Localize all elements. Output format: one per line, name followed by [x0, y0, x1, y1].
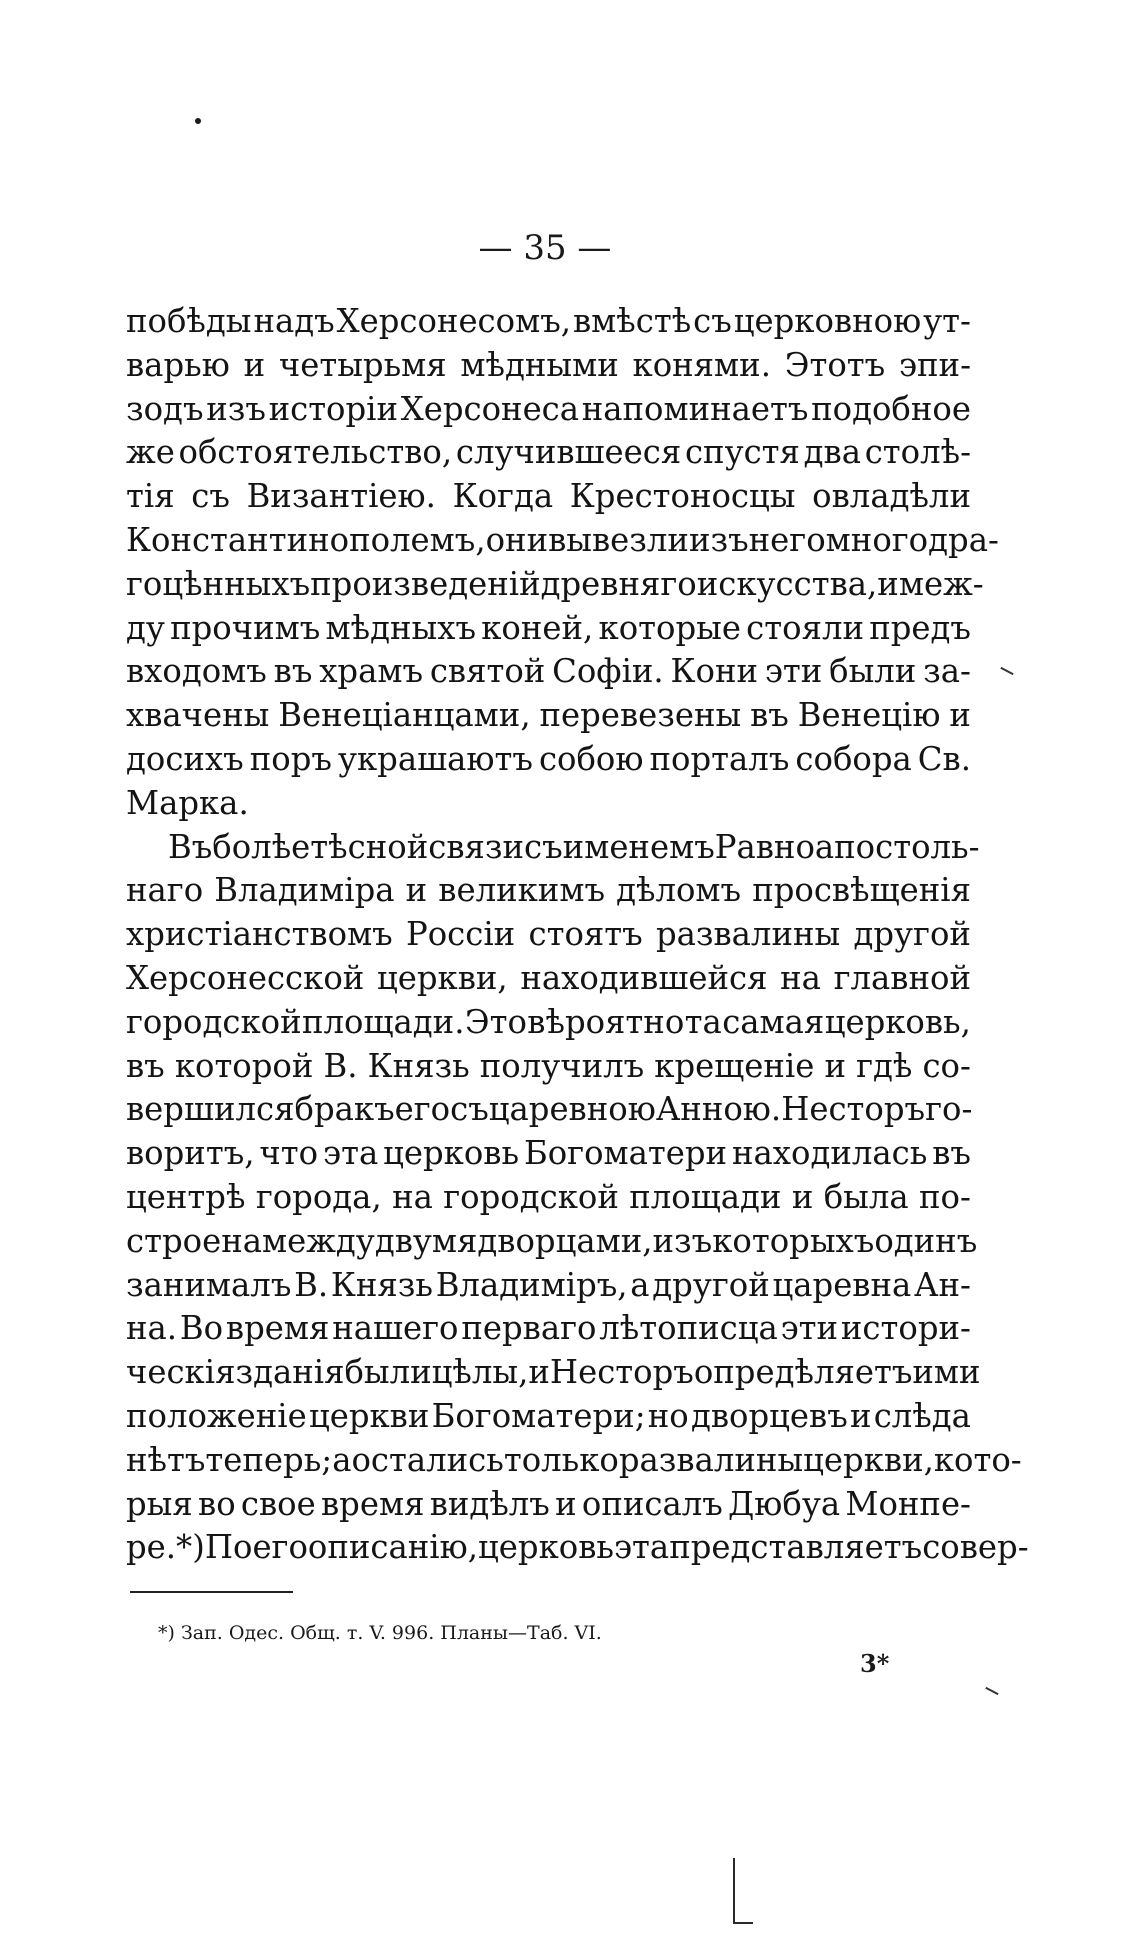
word: его [252, 1528, 308, 1567]
word: стояли [746, 608, 864, 647]
word: положеніе [126, 1396, 307, 1435]
word: воритъ, [126, 1134, 255, 1173]
word: вѣроятно [527, 1002, 685, 1041]
word: съ [693, 302, 732, 340]
word: изъ [652, 1221, 713, 1260]
text-line [126, 519, 999, 563]
page-number: — 35 — [478, 228, 612, 268]
word: нѣтъ [126, 1440, 206, 1479]
word: во [198, 1484, 236, 1523]
word: Херсонеса [400, 389, 580, 428]
word: крещеніе [654, 1046, 815, 1085]
word: эта [613, 1528, 670, 1567]
word: Венеціанцами, [278, 696, 531, 735]
word: Владиміръ, [435, 1265, 628, 1304]
word: но [647, 1396, 689, 1435]
word: Когда [452, 477, 554, 516]
scan-speck [195, 118, 201, 124]
word: перевезены [539, 696, 742, 735]
text-line: Марка. [126, 783, 249, 822]
word: эта [323, 1134, 379, 1173]
word: по- [919, 1177, 971, 1216]
word: исторіи [268, 389, 399, 428]
word: а [630, 1265, 650, 1304]
word: между [261, 1221, 375, 1260]
word: Несторъ [549, 1353, 694, 1392]
word: бракъ [294, 1090, 395, 1129]
word: рыя [126, 1484, 193, 1523]
word: тѣсной [310, 827, 429, 866]
word: Херсонесомъ, [336, 302, 572, 340]
word: и [243, 345, 266, 384]
word: же [126, 433, 175, 472]
word: Кони [670, 652, 759, 691]
word: находившейся [520, 958, 768, 997]
gutter-line [733, 1858, 735, 1924]
word: го- [925, 1090, 973, 1129]
word: ут- [923, 302, 971, 340]
word: представляетъ [669, 1528, 923, 1567]
word: Византіею. [246, 477, 436, 516]
text-line [126, 1439, 1022, 1483]
word: досихъ [126, 739, 244, 778]
word: его [394, 1090, 451, 1129]
margin-mark [1000, 667, 1013, 675]
word: и [555, 1484, 577, 1523]
word: произведеній [310, 564, 541, 603]
word: площади [629, 1177, 782, 1216]
word: стоятъ [528, 915, 643, 954]
word: и [528, 1353, 550, 1392]
word: города, [255, 1177, 382, 1216]
text-line [126, 1176, 971, 1220]
text-line [126, 1395, 971, 1439]
word: остались [351, 1440, 504, 1479]
text-line [126, 431, 971, 475]
word: него [748, 520, 826, 559]
word: царевною [488, 1090, 656, 1129]
word: Владиміра [214, 871, 395, 910]
word: В. [294, 1265, 329, 1304]
text-line [126, 869, 971, 913]
word: Этотъ [784, 345, 886, 384]
text-line [126, 1132, 971, 1176]
word: церковь, [824, 1002, 971, 1041]
text-line [126, 1526, 1029, 1570]
word: площади. [302, 1002, 465, 1041]
footnote-divider [130, 1591, 293, 1593]
word: собою [538, 739, 644, 778]
text-line [126, 694, 971, 738]
gutter-tick [735, 1922, 753, 1924]
word: дра- [928, 520, 999, 559]
word: и [791, 1177, 814, 1216]
word: которой [174, 1046, 314, 1085]
word: городской [443, 1177, 619, 1216]
word: эти [780, 1309, 839, 1348]
word: случившееся [455, 433, 682, 472]
word: эпи- [898, 345, 971, 384]
word: совер- [922, 1528, 1029, 1567]
word: напоминаетъ [581, 389, 809, 428]
word: съ [524, 827, 563, 866]
word: за- [923, 652, 971, 691]
body-text [126, 300, 1029, 1570]
word: слѣда [873, 1396, 971, 1435]
word: В. [323, 1046, 358, 1085]
footnote: *) Зап. Одес. Общ. т. V. 996. Планы—Таб. VI. [158, 1622, 602, 1644]
word: Анною. [655, 1090, 782, 1129]
word: ре.*) [126, 1528, 205, 1567]
word: предъ [869, 608, 971, 647]
word: тія [126, 477, 175, 516]
text-line [126, 1307, 971, 1351]
word: именемъ [562, 827, 715, 866]
word: время [225, 1309, 330, 1348]
word: церкви [308, 1396, 430, 1435]
word: Князь [330, 1265, 433, 1304]
word: прочимъ [170, 608, 321, 647]
word: хвачены [126, 696, 270, 735]
signature-mark: 3* [860, 1649, 890, 1678]
word: занималъ [126, 1265, 292, 1304]
word: цѣлы, [431, 1353, 529, 1392]
word: четырьмя [278, 345, 447, 384]
word: дѣломъ [616, 871, 742, 910]
word: строена [126, 1221, 262, 1260]
word: поръ [249, 739, 332, 778]
word: меж- [898, 564, 984, 603]
word: видѣлъ [429, 1484, 550, 1523]
word: надъ [253, 302, 335, 340]
word: свое [240, 1484, 316, 1523]
word: побѣды [126, 302, 252, 340]
text-line [126, 957, 971, 1001]
word: только [503, 1440, 619, 1479]
word: въ [273, 652, 313, 691]
word: зданія [235, 1353, 345, 1392]
word: Князь [367, 1046, 470, 1085]
word: дворцевъ [690, 1396, 848, 1435]
word: ими [912, 1353, 981, 1392]
word: столѣ- [864, 433, 971, 472]
word: съ [450, 1090, 489, 1129]
word: на. [126, 1309, 178, 1348]
word: собора [795, 739, 912, 778]
word: нашего [332, 1309, 459, 1348]
word: другой [652, 1265, 770, 1304]
word: Константинополемъ, [126, 520, 486, 559]
word: городской [126, 1002, 302, 1041]
word: мѣдными [460, 345, 619, 384]
word: Св. [917, 739, 971, 778]
word: они [485, 520, 549, 559]
word: Софіи. [552, 652, 664, 691]
text-line [126, 650, 971, 694]
word: Венецію [797, 696, 941, 735]
word: и [405, 871, 428, 910]
word: варью [126, 345, 230, 384]
word: изъ [206, 389, 266, 428]
word: находилась [732, 1134, 928, 1173]
word: зодъ [126, 389, 204, 428]
word: церкви, [376, 958, 508, 997]
word: въ [126, 1046, 165, 1085]
text-line [126, 344, 971, 388]
word: главной [833, 958, 971, 997]
word: гдѣ [856, 1046, 913, 1085]
word: двумя [374, 1221, 478, 1260]
word: опредѣляетъ [693, 1353, 913, 1392]
word: та [684, 1002, 722, 1041]
word: обстоятельство, [178, 433, 453, 472]
word: подобное [811, 389, 971, 428]
word: церковною [733, 302, 922, 340]
word: Во [179, 1309, 224, 1348]
word: развалины [655, 915, 841, 954]
text-line [126, 563, 984, 607]
word: вмѣстѣ [572, 302, 692, 340]
text-line [126, 913, 971, 957]
word: просвѣщенія [752, 871, 971, 910]
word: самая [722, 1002, 825, 1041]
text-line [126, 738, 971, 782]
word: и [949, 696, 971, 735]
word: на [780, 958, 821, 997]
word: и [849, 1396, 872, 1435]
word: церковь [478, 1528, 614, 1567]
word: искусства, [696, 564, 878, 603]
word: эти [764, 652, 823, 691]
word: въ [932, 1134, 971, 1173]
word: описалъ [581, 1484, 723, 1523]
word: другой [853, 915, 971, 954]
word: со- [922, 1046, 971, 1085]
word: наго [126, 871, 204, 910]
word: спустя [684, 433, 800, 472]
word: храмъ [319, 652, 424, 691]
word: церковь [383, 1134, 520, 1173]
word: и [877, 564, 899, 603]
word: Ан- [914, 1265, 971, 1304]
word: украшаютъ [337, 739, 533, 778]
word: болѣе [212, 827, 311, 866]
word: По [204, 1528, 253, 1567]
text-line [126, 1001, 971, 1045]
word: кото- [933, 1440, 1022, 1479]
word: что [259, 1134, 319, 1173]
word: христіанствомъ [126, 915, 393, 954]
word: истори- [840, 1309, 971, 1348]
word: много [825, 520, 929, 559]
margin-mark [985, 1687, 998, 1695]
word: и [824, 1046, 846, 1085]
word: мѣдныхъ [325, 608, 477, 647]
word: Крестоносцы [569, 477, 796, 516]
text-line [126, 1220, 978, 1264]
word: перваго [461, 1309, 597, 1348]
text-line [126, 1264, 971, 1308]
word: центрѣ [126, 1177, 246, 1216]
text-line [126, 607, 971, 651]
word: Монпе- [845, 1484, 971, 1523]
word: Дюбуа [728, 1484, 841, 1523]
word: Россіи [406, 915, 516, 954]
word: Равноапостоль- [714, 827, 980, 866]
text-line [126, 1045, 971, 1089]
word: порталъ [649, 739, 790, 778]
text-line [126, 475, 971, 519]
text-line [126, 300, 971, 344]
word: овладѣли [812, 477, 971, 516]
word: получилъ [479, 1046, 645, 1085]
word: въ [750, 696, 789, 735]
word: вывезли [548, 520, 689, 559]
word: описанію, [307, 1528, 479, 1567]
word: которыхъ [712, 1221, 875, 1260]
word: теперь; [205, 1440, 333, 1479]
word: лѣтописца [599, 1309, 778, 1348]
word: развалины [618, 1440, 804, 1479]
word: ческія [126, 1353, 236, 1392]
word: были [829, 652, 917, 691]
word: великимъ [438, 871, 606, 910]
word: входомъ [126, 652, 267, 691]
word: которые [598, 608, 741, 647]
word: коней, [481, 608, 594, 647]
word: дворцами, [477, 1221, 653, 1260]
word: ду [126, 608, 165, 647]
text-line [126, 1483, 971, 1527]
word: съ [191, 477, 230, 516]
word: два [803, 433, 861, 472]
text-line [126, 1088, 971, 1132]
word: была [823, 1177, 909, 1216]
word: святой [429, 652, 546, 691]
word: Въ [168, 827, 213, 866]
word: на [392, 1177, 433, 1216]
word: одинъ [874, 1221, 978, 1260]
text-line [126, 388, 971, 432]
word: Богоматери; [431, 1396, 646, 1435]
word: древняго [540, 564, 697, 603]
word: изъ [688, 520, 749, 559]
word: Херсонесской [126, 958, 365, 997]
text-line [126, 1351, 981, 1395]
word: были [344, 1353, 432, 1392]
word: Богоматери [523, 1134, 728, 1173]
word: церкви, [803, 1440, 934, 1479]
word: связи [428, 827, 525, 866]
word: Это [464, 1002, 527, 1041]
word: царевна [772, 1265, 912, 1304]
text-line [126, 826, 980, 870]
word: время [321, 1484, 425, 1523]
word: гоцѣнныхъ [126, 564, 311, 603]
word: а [332, 1440, 352, 1479]
word: Несторъ [781, 1090, 926, 1129]
word: конями. [632, 345, 771, 384]
word: вершился [126, 1090, 295, 1129]
